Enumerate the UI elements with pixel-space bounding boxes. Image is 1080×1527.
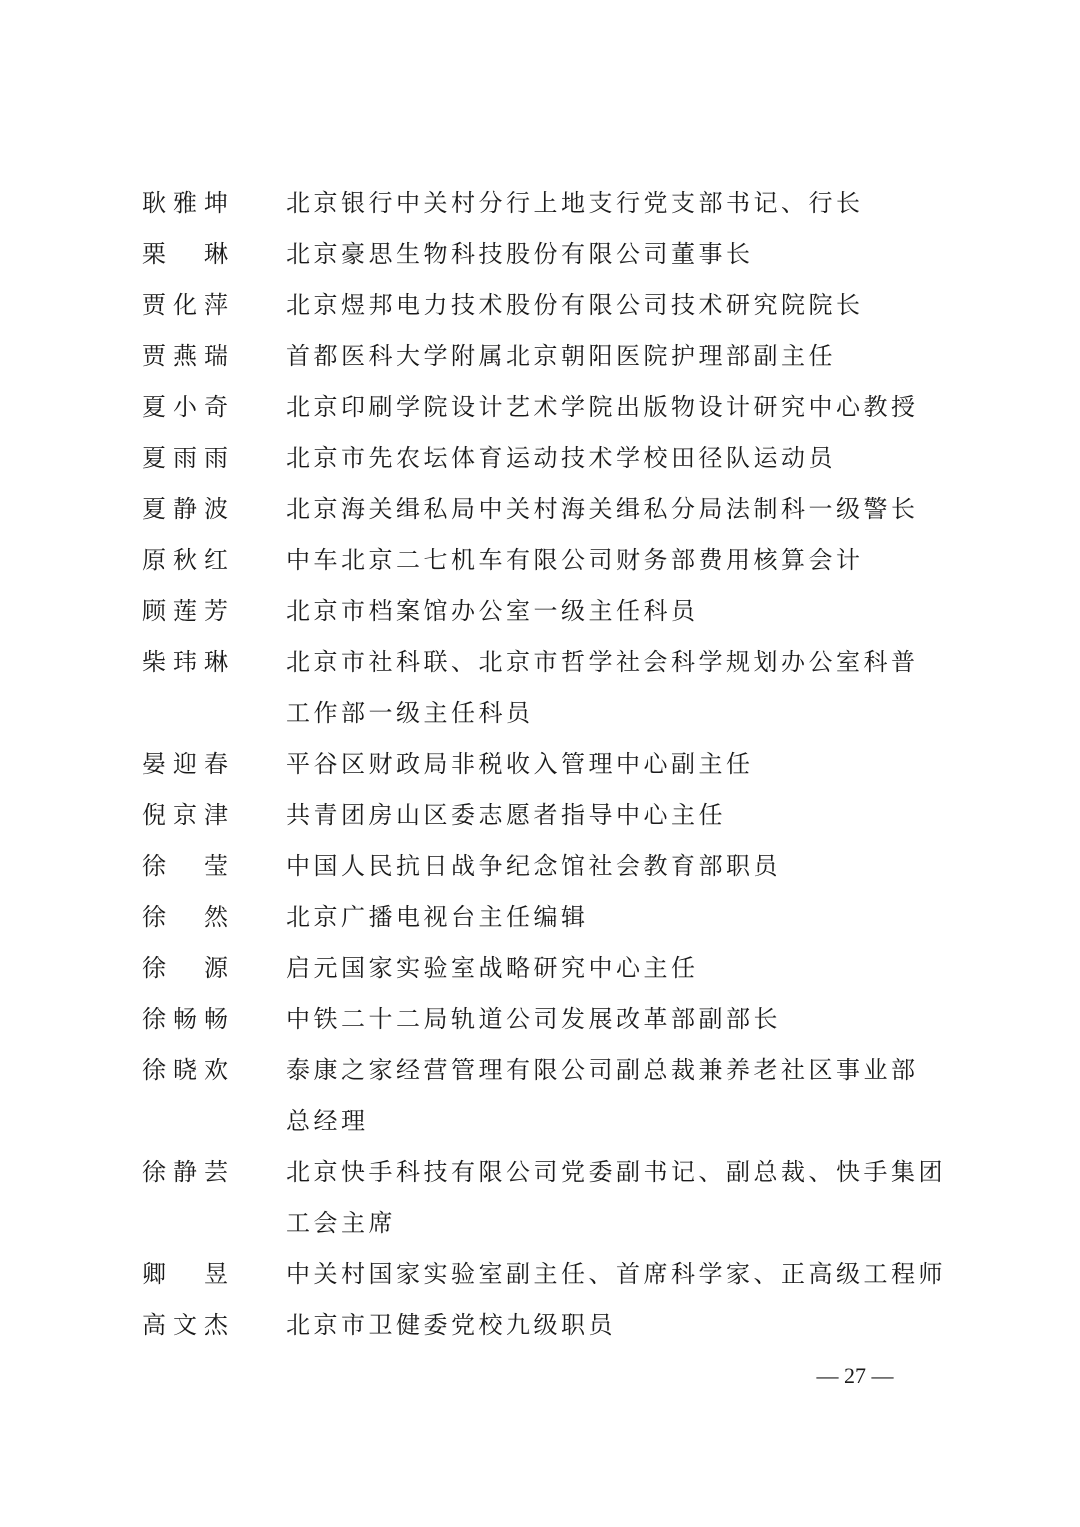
position-line: 总经理 xyxy=(286,1107,369,1135)
person-position xyxy=(286,1300,940,1351)
list-item xyxy=(142,790,942,841)
list-item xyxy=(142,1300,942,1351)
person-name: 高文杰 xyxy=(142,1311,228,1339)
position-line: 北京市先农坛体育运动技术学校田径队运动员 xyxy=(286,444,836,472)
position-line: 共青团房山区委志愿者指导中心主任 xyxy=(286,801,726,829)
position-line: 启元国家实验室战略研究中心主任 xyxy=(286,954,699,982)
person-position xyxy=(286,331,940,382)
person-position xyxy=(286,943,940,994)
position-line: 北京豪思生物科技股份有限公司董事长 xyxy=(286,240,754,268)
position-line: 北京广播电视台主任编辑 xyxy=(286,903,589,931)
list-item xyxy=(142,943,942,994)
person-position xyxy=(286,280,940,331)
position-line: 泰康之家经营管理有限公司副总裁兼养老社区事业部 xyxy=(286,1056,919,1084)
person-name: 徐静芸 xyxy=(142,1158,228,1186)
person-name: 顾莲芳 xyxy=(142,597,228,625)
person-name: 柴玮琳 xyxy=(142,648,228,676)
person-position xyxy=(286,382,940,433)
list-item xyxy=(142,586,942,637)
person-name: 徐畅畅 xyxy=(142,1005,228,1033)
list-item xyxy=(142,229,942,280)
position-line: 中车北京二七机车有限公司财务部费用核算会计 xyxy=(286,546,864,574)
person-position xyxy=(286,229,940,280)
list-item xyxy=(142,484,942,535)
person-name: 耿雅坤 xyxy=(142,189,228,217)
person-name: 徐 莹 xyxy=(142,852,228,880)
position-line: 中关村国家实验室副主任、首席科学家、正高级工程师 xyxy=(286,1260,946,1288)
person-name: 夏小奇 xyxy=(142,393,228,421)
position-line: 北京市档案馆办公室一级主任科员 xyxy=(286,597,699,625)
person-name: 徐 源 xyxy=(142,954,228,982)
person-position xyxy=(286,892,940,943)
list-item xyxy=(142,892,942,943)
person-position xyxy=(286,1147,946,1249)
person-name: 夏静波 xyxy=(142,495,228,523)
list-item xyxy=(142,535,942,586)
person-position xyxy=(286,994,940,1045)
position-line: 工会主席 xyxy=(286,1209,396,1237)
list-item xyxy=(142,382,942,433)
position-line: 北京快手科技有限公司党委副书记、副总裁、快手集团 xyxy=(286,1158,946,1186)
person-name: 晏迎春 xyxy=(142,750,228,778)
list-item xyxy=(142,637,942,739)
list-item xyxy=(142,1147,946,1249)
person-position xyxy=(286,586,940,637)
person-position xyxy=(286,637,940,739)
page-number: — 27 — xyxy=(816,1363,894,1388)
person-name: 倪京津 xyxy=(142,801,228,829)
person-name: 卿 昱 xyxy=(142,1260,228,1288)
person-name: 徐晓欢 xyxy=(142,1056,228,1084)
person-name: 贾燕瑞 xyxy=(142,342,228,370)
position-line: 中铁二十二局轨道公司发展改革部副部长 xyxy=(286,1005,781,1033)
person-position xyxy=(286,1045,940,1147)
position-line: 北京煜邦电力技术股份有限公司技术研究院院长 xyxy=(286,291,864,319)
person-name: 原秋红 xyxy=(142,546,228,574)
person-position xyxy=(286,790,940,841)
list-item xyxy=(142,1249,946,1300)
person-name: 徐 然 xyxy=(142,903,228,931)
position-line: 北京银行中关村分行上地支行党支部书记、行长 xyxy=(286,189,864,217)
person-position xyxy=(286,739,940,790)
list-item xyxy=(142,739,942,790)
list-item xyxy=(142,331,942,382)
person-position xyxy=(286,535,940,586)
position-line: 首都医科大学附属北京朝阳医院护理部副主任 xyxy=(286,342,836,370)
position-line: 北京市社科联、北京市哲学社会科学规划办公室科普 xyxy=(286,648,919,676)
list-item xyxy=(142,841,942,892)
honoree-list xyxy=(142,178,946,1351)
person-name: 贾化萍 xyxy=(142,291,228,319)
list-item xyxy=(142,178,942,229)
person-position xyxy=(286,484,940,535)
position-line: 中国人民抗日战争纪念馆社会教育部职员 xyxy=(286,852,781,880)
position-line: 工作部一级主任科员 xyxy=(286,699,534,727)
person-position xyxy=(286,1249,946,1300)
person-position xyxy=(286,433,940,484)
list-item xyxy=(142,1045,942,1147)
person-position xyxy=(286,841,940,892)
list-item xyxy=(142,994,942,1045)
list-item xyxy=(142,280,942,331)
position-line: 北京市卫健委党校九级职员 xyxy=(286,1311,616,1339)
person-name: 栗 琳 xyxy=(142,240,228,268)
position-line: 北京印刷学院设计艺术学院出版物设计研究中心教授 xyxy=(286,393,919,421)
person-position xyxy=(286,178,940,229)
position-line: 北京海关缉私局中关村海关缉私分局法制科一级警长 xyxy=(286,495,919,523)
list-item xyxy=(142,433,942,484)
person-name: 夏雨雨 xyxy=(142,444,228,472)
position-line: 平谷区财政局非税收入管理中心副主任 xyxy=(286,750,754,778)
